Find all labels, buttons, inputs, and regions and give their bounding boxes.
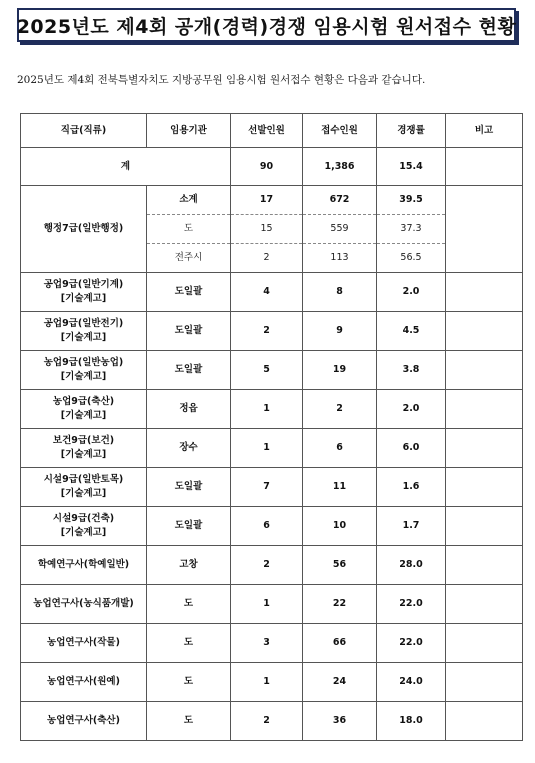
applied-cell: 22 — [303, 585, 377, 624]
agency-cell: 도일괄 — [147, 312, 231, 351]
admin-jeonju-selected: 2 — [231, 244, 303, 273]
table-row — [21, 429, 523, 468]
ratio-cell: 1.6 — [377, 468, 446, 507]
admin-note — [446, 186, 523, 273]
applied-cell: 2 — [303, 390, 377, 429]
table-row — [21, 390, 523, 429]
note-cell — [446, 468, 523, 507]
selected-cell: 2 — [231, 702, 303, 741]
selected-cell: 1 — [231, 390, 303, 429]
rank-name: 농업9급(일반농업) — [43, 357, 124, 368]
note-cell — [446, 312, 523, 351]
admin-jeonju-agency: 전주시 — [147, 244, 231, 273]
col-header-applied: 접수인원 — [303, 114, 377, 148]
rank-cell — [21, 507, 147, 546]
rank-name: 시설9급(건축) — [52, 513, 115, 524]
intro-text: 2025년도 제4회 전북특별자치도 지방공무원 임용시험 원서접수 현황은 다음과 같습니다. — [17, 74, 426, 86]
page-title-box — [17, 8, 516, 42]
admin-subtotal-selected: 17 — [231, 186, 303, 215]
agency-cell: 도 — [147, 663, 231, 702]
admin-province-ratio: 37.3 — [377, 215, 446, 244]
table-row — [21, 624, 523, 663]
note-cell — [446, 702, 523, 741]
rank-cell — [21, 273, 147, 312]
rank-name: 농업연구사(농식품개발) — [33, 598, 134, 609]
ratio-cell: 22.0 — [377, 585, 446, 624]
rank-qualifier: [기술계고] — [60, 488, 107, 499]
table-row — [21, 585, 523, 624]
col-header-note: 비고 — [446, 114, 523, 148]
agency-cell: 도 — [147, 585, 231, 624]
agency-cell: 도일괄 — [147, 273, 231, 312]
selected-cell: 1 — [231, 585, 303, 624]
selected-cell: 7 — [231, 468, 303, 507]
rank-cell — [21, 702, 147, 741]
admin-rank-cell: 행정7급(일반행정) — [21, 186, 147, 273]
ratio-cell: 2.0 — [377, 390, 446, 429]
rank-cell — [21, 351, 147, 390]
rank-name: 시설9급(일반토목) — [43, 474, 124, 485]
col-header-rank: 직급(직류) — [21, 114, 147, 148]
admin-province-selected: 15 — [231, 215, 303, 244]
table-header-row — [21, 114, 523, 148]
admin-province-applied: 559 — [303, 215, 377, 244]
note-cell — [446, 585, 523, 624]
admin-subtotal-agency: 소계 — [147, 186, 231, 215]
admin-province-agency: 도 — [147, 215, 231, 244]
rank-qualifier: [기술계고] — [60, 449, 107, 460]
note-cell — [446, 273, 523, 312]
note-cell — [446, 507, 523, 546]
selected-cell: 1 — [231, 429, 303, 468]
applied-cell: 6 — [303, 429, 377, 468]
rank-name: 학예연구사(학예일반) — [37, 559, 130, 570]
table-row — [21, 468, 523, 507]
total-note — [446, 148, 523, 186]
agency-cell: 장수 — [147, 429, 231, 468]
table-row — [21, 312, 523, 351]
ratio-cell: 1.7 — [377, 507, 446, 546]
col-header-selected: 선발인원 — [231, 114, 303, 148]
selected-cell: 2 — [231, 312, 303, 351]
rank-qualifier: [기술계고] — [60, 293, 107, 304]
page-title: 2025년도 제4회 공개(경력)경쟁 임용시험 원서접수 현황 — [16, 15, 517, 38]
table-row — [21, 507, 523, 546]
agency-cell: 고창 — [147, 546, 231, 585]
ratio-cell: 3.8 — [377, 351, 446, 390]
ratio-cell: 6.0 — [377, 429, 446, 468]
rank-name: 공업9급(일반전기) — [43, 318, 124, 329]
applied-cell: 36 — [303, 702, 377, 741]
table-row — [21, 663, 523, 702]
rank-cell — [21, 312, 147, 351]
note-cell — [446, 351, 523, 390]
rank-cell — [21, 585, 147, 624]
total-label: 계 — [21, 148, 231, 186]
admin-subtotal-ratio: 39.5 — [377, 186, 446, 215]
note-cell — [446, 390, 523, 429]
applied-cell: 10 — [303, 507, 377, 546]
rank-name: 농업9급(축산) — [52, 396, 115, 407]
admin-subtotal-row — [21, 186, 523, 215]
rank-qualifier: [기술계고] — [60, 371, 107, 382]
total-applied: 1,386 — [303, 148, 377, 186]
rank-name: 농업연구사(축산) — [47, 715, 120, 726]
col-header-ratio: 경쟁률 — [377, 114, 446, 148]
ratio-cell: 24.0 — [377, 663, 446, 702]
rank-name: 공업9급(일반기계) — [43, 279, 124, 290]
application-status-table — [20, 113, 523, 741]
ratio-cell: 22.0 — [377, 624, 446, 663]
agency-cell: 도 — [147, 624, 231, 663]
agency-cell: 도일괄 — [147, 507, 231, 546]
ratio-cell: 4.5 — [377, 312, 446, 351]
applied-cell: 9 — [303, 312, 377, 351]
rank-qualifier: [기술계고] — [60, 410, 107, 421]
note-cell — [446, 546, 523, 585]
table-row — [21, 273, 523, 312]
ratio-cell: 2.0 — [377, 273, 446, 312]
ratio-cell: 28.0 — [377, 546, 446, 585]
agency-cell: 도일괄 — [147, 351, 231, 390]
selected-cell: 2 — [231, 546, 303, 585]
rank-qualifier: [기술계고] — [60, 527, 107, 538]
applied-cell: 66 — [303, 624, 377, 663]
admin-jeonju-applied: 113 — [303, 244, 377, 273]
note-cell — [446, 429, 523, 468]
total-ratio: 15.4 — [377, 148, 446, 186]
table-row — [21, 702, 523, 741]
total-selected: 90 — [231, 148, 303, 186]
rank-qualifier: [기술계고] — [60, 332, 107, 343]
applied-cell: 56 — [303, 546, 377, 585]
selected-cell: 5 — [231, 351, 303, 390]
rank-cell — [21, 390, 147, 429]
rank-cell — [21, 663, 147, 702]
applied-cell: 19 — [303, 351, 377, 390]
rank-cell — [21, 429, 147, 468]
rank-name: 보건9급(보건) — [52, 435, 115, 446]
rank-name: 농업연구사(원예) — [47, 676, 120, 687]
ratio-cell: 18.0 — [377, 702, 446, 741]
admin-jeonju-ratio: 56.5 — [377, 244, 446, 273]
note-cell — [446, 624, 523, 663]
admin-subtotal-applied: 672 — [303, 186, 377, 215]
agency-cell: 정읍 — [147, 390, 231, 429]
selected-cell: 6 — [231, 507, 303, 546]
applied-cell: 11 — [303, 468, 377, 507]
rank-cell — [21, 546, 147, 585]
selected-cell: 3 — [231, 624, 303, 663]
rank-cell — [21, 468, 147, 507]
selected-cell: 4 — [231, 273, 303, 312]
rank-cell — [21, 624, 147, 663]
agency-cell: 도 — [147, 702, 231, 741]
col-header-agency: 임용기관 — [147, 114, 231, 148]
note-cell — [446, 663, 523, 702]
agency-cell: 도일괄 — [147, 468, 231, 507]
table-row — [21, 546, 523, 585]
rank-name: 농업연구사(작물) — [47, 637, 120, 648]
table-row — [21, 351, 523, 390]
applied-cell: 8 — [303, 273, 377, 312]
total-row — [21, 148, 523, 186]
applied-cell: 24 — [303, 663, 377, 702]
selected-cell: 1 — [231, 663, 303, 702]
